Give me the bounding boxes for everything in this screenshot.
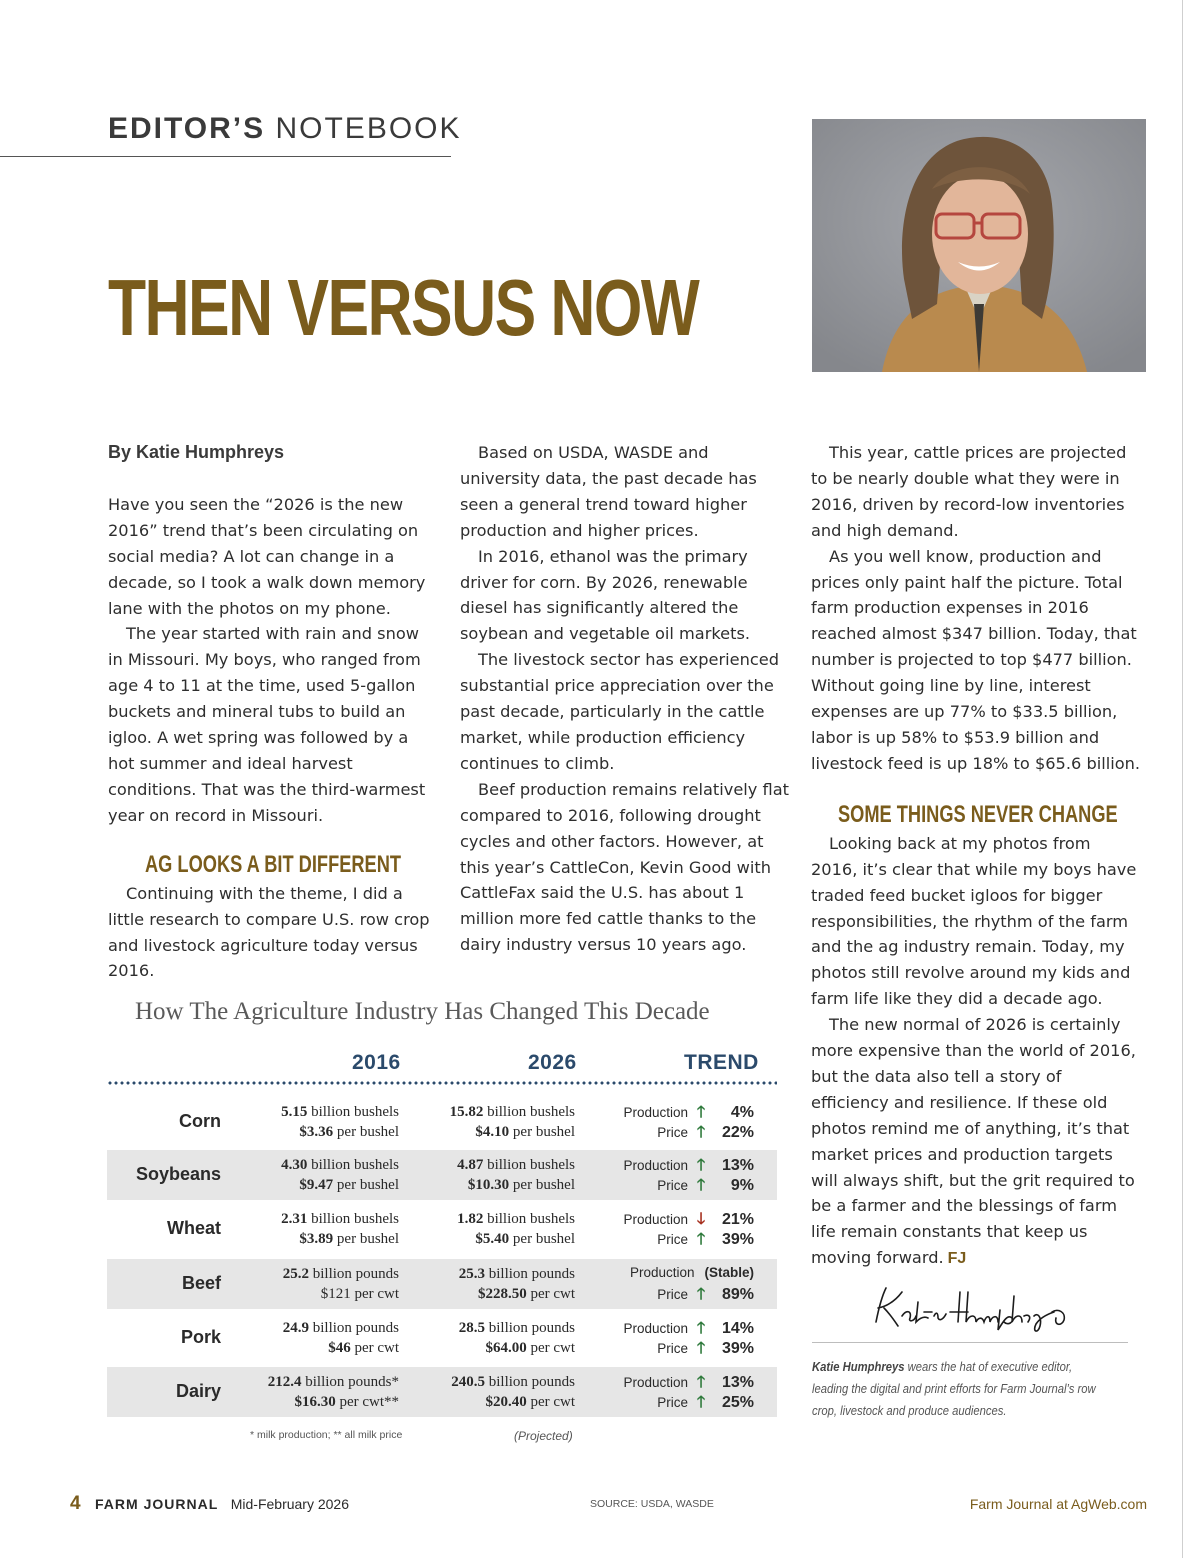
byline: By Katie Humphreys [108, 442, 285, 462]
header-2016: 2016 [352, 1051, 401, 1074]
production-2026: 4.87 billion bushels [457, 1157, 575, 1173]
paragraph: Continuing with the theme, I did a little research to compare U.S. row crop and livestock agriculture today versus 2016. [108, 883, 430, 981]
production-trend: Production 🡑 14% [623, 1320, 754, 1337]
author-photo [812, 119, 1146, 372]
section-label: EDITOR’S NOTEBOOK [108, 112, 462, 145]
author-bio: Katie Humphreys wears the hat of executive editor, leading the digital and print efforts for Farm Journal’s row crop, livestock and produce audiences. [812, 1360, 1096, 1418]
trend-arrow-icon: 🡑 [696, 1394, 706, 1411]
price-2026: $10.30 per bushel [467, 1177, 575, 1193]
table-row [107, 1259, 777, 1309]
signature [868, 1282, 1088, 1334]
production-2026: 28.5 billion pounds [458, 1320, 575, 1336]
page-number: 4 [70, 1493, 81, 1514]
column-1 [108, 440, 438, 984]
trend-arrow-icon: 🡑 [696, 1177, 706, 1194]
signature-rule [812, 1342, 1128, 1343]
paragraph: Looking back at my photos from 2016, it’s clear that while my boys have traded feed bucket igloos for bigger responsibilities, the rhythm of the farm and the ag industry remain. Today, my photos still revolve around my kids and farm life like they did a decade ago. [811, 833, 1137, 1009]
price-trend: Price 🡑 9% [657, 1177, 754, 1194]
table-row [107, 1367, 777, 1417]
production-2016: 24.9 billion pounds [282, 1320, 399, 1336]
price-2016: $46 per cwt [328, 1340, 399, 1356]
price-trend: Price 🡑 89% [657, 1286, 754, 1303]
paragraph: The new normal of 2026 is certainly more expensive than the world of 2016, but the data also tell a story of efficiency and resilience. If these old photos remind me of anything, it’s that market prices and production targets will always shift, but the grit required to be a farmer and the blessings of farm life remain constants that keep us moving forward. FJ [811, 1015, 1136, 1268]
price-trend: Price 🡑 22% [657, 1124, 754, 1141]
production-2016: 25.2 billion pounds [282, 1266, 399, 1282]
dotted-divider [107, 1081, 777, 1085]
price-2026: $20.40 per cwt [485, 1394, 575, 1410]
paragraph: Beef production remains relatively flat compared to 2016, following drought cycles and other factors. However, at this year’s CattleCon, Kevin Good with CattleFax said the U.S. has about 1 million more fed cattle thanks to the dairy industry versus 10 years ago. [460, 779, 789, 955]
end-mark: FJ [947, 1250, 967, 1268]
price-2016: $121 per cwt [320, 1286, 399, 1302]
section-rule [0, 156, 451, 157]
subhead: AG LOOKS A BIT DIFFERENT [145, 850, 402, 878]
price-trend: Price 🡑 39% [657, 1340, 754, 1357]
subhead: SOME THINGS NEVER CHANGE [838, 800, 1118, 828]
column-2 [460, 440, 790, 958]
production-trend: Production 🡑 4% [623, 1104, 754, 1121]
production-trend: Production (Stable) [629, 1265, 754, 1280]
production-trend: Production 🡑 13% [623, 1374, 754, 1391]
price-2016: $3.36 per bushel [299, 1124, 399, 1140]
commodity-name: Dairy [175, 1381, 221, 1401]
production-2026: 1.82 billion bushels [457, 1211, 575, 1227]
price-2016: $16.30 per cwt** [294, 1394, 399, 1410]
price-2016: $9.47 per bushel [299, 1177, 399, 1193]
header-2026: 2026 [528, 1051, 577, 1074]
trend-arrow-icon: 🡑 [696, 1157, 706, 1174]
table-footnote: * milk production; ** all milk price [250, 1429, 403, 1441]
commodity-name: Wheat [167, 1218, 221, 1238]
table-row [107, 1313, 777, 1363]
table-title: How The Agriculture Industry Has Changed This Decade [135, 998, 710, 1025]
table-row [107, 1097, 777, 1147]
paragraph: The year started with rain and snow in Missouri. My boys, who ranged from age 4 to 11 at the time, used 5-gallon buckets and mineral tubs to build an igloo. A wet spring was followed by a hot summer and ideal harvest conditions. That was the third-warmest year on record in Missouri. [108, 624, 426, 825]
price-2016: $3.89 per bushel [299, 1231, 399, 1247]
production-2026: 15.82 billion bushels [449, 1104, 575, 1120]
header-trend: TREND [684, 1051, 759, 1074]
page-edge-rule [1182, 0, 1183, 1558]
production-trend: Production 🡓 21% [623, 1211, 754, 1228]
trend-arrow-icon: 🡑 [696, 1340, 706, 1357]
table-row [107, 1150, 777, 1200]
price-trend: Price 🡑 25% [657, 1394, 754, 1411]
trend-arrow-icon: 🡑 [696, 1104, 706, 1121]
projected-note: (Projected) [514, 1429, 573, 1443]
paragraph: Based on USDA, WASDE and university data, the past decade has seen a general trend toward higher production and higher prices. [460, 443, 757, 540]
price-trend: Price 🡑 39% [657, 1231, 754, 1248]
price-2026: $4.10 per bushel [475, 1124, 575, 1140]
paragraph: In 2016, ethanol was the primary driver for corn. By 2026, renewable diesel has significantly altered the soybean and vegetable oil markets. [460, 546, 751, 644]
trend-arrow-icon: 🡑 [696, 1286, 706, 1303]
production-2026: 25.3 billion pounds [458, 1266, 575, 1282]
publication-name: FARM JOURNAL [95, 1496, 219, 1512]
site-credit: Farm Journal at AgWeb.com [969, 1496, 1147, 1512]
price-2026: $64.00 per cwt [485, 1340, 575, 1356]
column-3 [811, 440, 1141, 1272]
commodity-name: Corn [179, 1111, 221, 1131]
production-2016: 4.30 billion bushels [281, 1157, 399, 1173]
trend-arrow-icon: 🡑 [696, 1124, 706, 1141]
paragraph: The livestock sector has experienced substantial price appreciation over the past decade, particularly in the cattle market, while production efficiency continues to climb. [460, 650, 779, 773]
production-2016: 212.4 billion pounds* [267, 1374, 399, 1390]
price-2026: $228.50 per cwt [477, 1286, 575, 1302]
paragraph: As you well know, production and prices only paint half the picture. Total farm production expenses in 2016 reached almost $347 billion. Today, that number is projected to top $477 billion. Without going line by line, interest expenses are up 77% to $33.5 billion, labor is up 58% to $53.9 billion and livestock feed is up 18% to $65.6 billion. [811, 546, 1141, 773]
production-2026: 240.5 billion pounds [451, 1374, 575, 1390]
trend-arrow-icon: 🡓 [696, 1211, 706, 1228]
stable-label: (Stable) [704, 1265, 754, 1280]
price-2026: $5.40 per bushel [475, 1231, 575, 1247]
headline: THEN VERSUS NOW [108, 263, 699, 352]
production-2016: 2.31 billion bushels [281, 1211, 399, 1227]
paragraph: Have you seen the “2026 is the new 2016” trend that’s been circulating on social media? A lot can change in a decade, so I took a walk down memory lane with the photos on my phone. [108, 494, 426, 618]
commodity-name: Beef [181, 1273, 221, 1293]
trend-arrow-icon: 🡑 [696, 1231, 706, 1248]
paragraph: This year, cattle prices are projected to be nearly double what they were in 2016, driven by record-low inventories and high demand. [811, 443, 1127, 540]
table-row [107, 1204, 777, 1254]
source-note: SOURCE: USDA, WASDE [590, 1498, 714, 1510]
commodity-name: Soybeans [135, 1164, 221, 1184]
trend-arrow-icon: 🡑 [696, 1374, 706, 1391]
issue-date: Mid-February 2026 [230, 1496, 349, 1512]
production-trend: Production 🡑 13% [623, 1157, 754, 1174]
trend-arrow-icon: 🡑 [696, 1320, 706, 1337]
production-2016: 5.15 billion bushels [281, 1104, 399, 1120]
footer-left [70, 1493, 349, 1515]
commodity-name: Pork [180, 1327, 221, 1347]
